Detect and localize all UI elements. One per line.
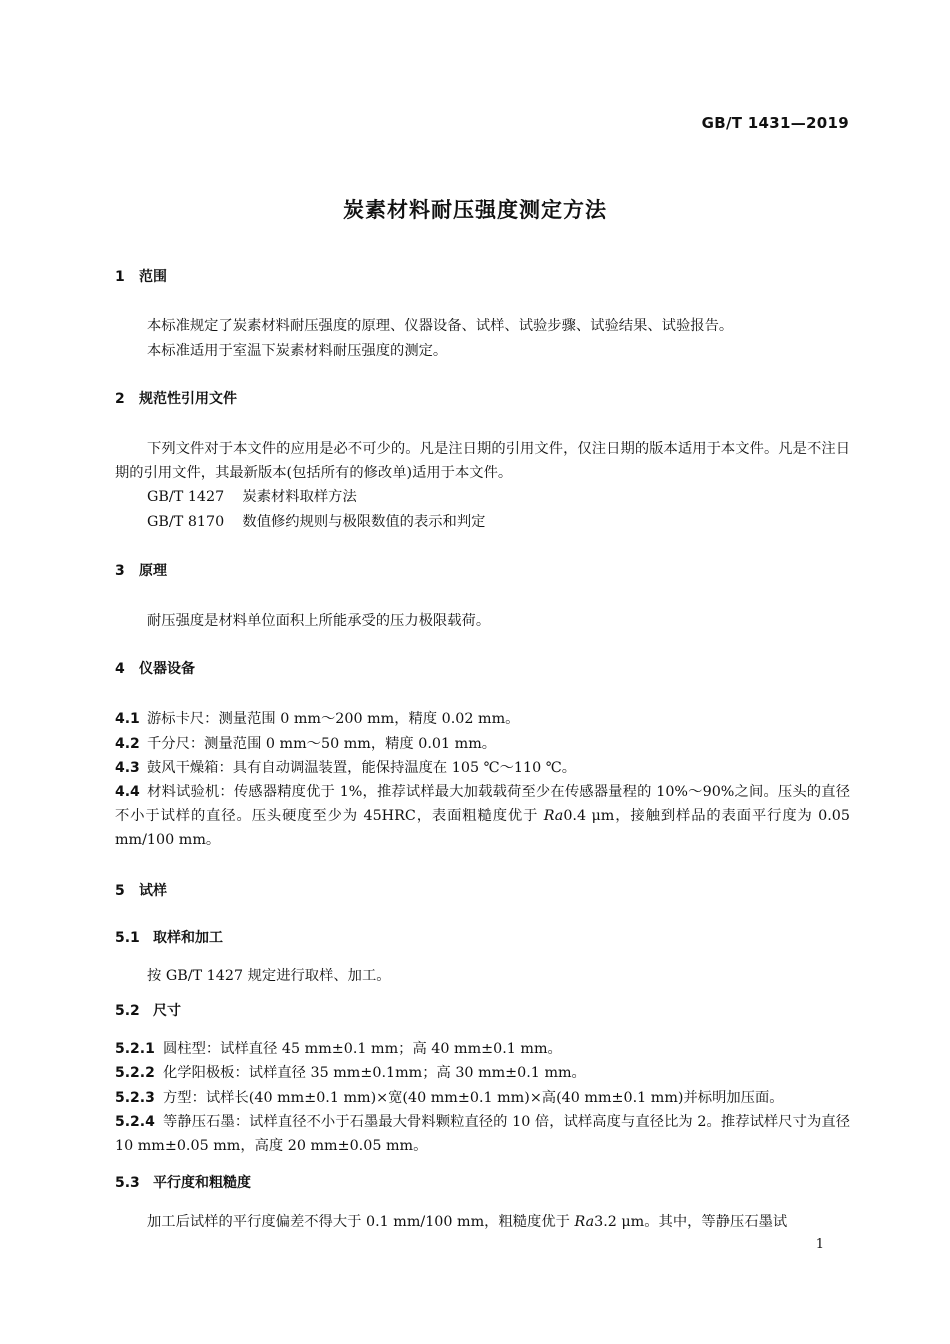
page-number: 1 (815, 1237, 824, 1252)
section-title: 原理 (139, 563, 167, 579)
clause-text: 等静压石墨：试样直径不小于石墨最大骨料颗粒直径的 10 倍，试样高度与直径比为 2。推荐试样尺寸为直径 10 mm±0.05 mm，高度 20 mm±0.05 mm。 (115, 1114, 850, 1154)
reference-title: 数值修约规则与极限数值的表示和判定 (242, 514, 486, 530)
section-number: 3 (115, 563, 125, 579)
clause-number: 5.2.3 (115, 1090, 155, 1106)
clause-text: 0.4 μm，接触到样品的表面平行度为 0.05 mm/100 mm。 (115, 808, 850, 848)
clause-number: 4.1 (115, 711, 140, 727)
reference-code: GB/T 8170 (147, 514, 225, 530)
roughness-symbol: Ra (574, 1214, 595, 1230)
reference-item (115, 510, 850, 534)
paragraph: 本标准适用于室温下炭素材料耐压强度的测定。 (147, 343, 448, 359)
standard-code: GB/T 1431—2019 (701, 114, 849, 132)
section-number: 5 (115, 883, 125, 899)
clause-5-2-3 (115, 1086, 850, 1110)
clause-number: 5.2.1 (115, 1041, 155, 1057)
paragraph: 耐压强度是材料单位面积上所能承受的压力极限载荷。 (147, 613, 491, 629)
page-title: 炭素材料耐压强度测定方法 (343, 198, 607, 222)
paragraph: 按 GB/T 1427 规定进行取样、加工。 (147, 968, 391, 984)
clause-5-2-2 (115, 1061, 850, 1085)
clause-number: 4.4 (115, 784, 140, 800)
section-title: 范围 (139, 269, 167, 285)
section-number: 4 (115, 661, 125, 677)
clause-5-2-4 (115, 1110, 850, 1158)
section-number: 5.2 (115, 1003, 140, 1019)
clause-text: 游标卡尺：测量范围 0 mm～200 mm，精度 0.02 mm。 (147, 711, 520, 727)
section-heading-4 (115, 658, 195, 680)
clause-number: 4.3 (115, 760, 140, 776)
section-title: 试样 (139, 883, 167, 899)
clause-number: 5.2.2 (115, 1065, 155, 1081)
clause-text: 方型：试样长(40 mm±0.1 mm)×宽(40 mm±0.1 mm)×高(40 mm±0.1 mm)并标明加压面。 (163, 1090, 784, 1106)
clause-text: 化学阳极板：试样直径 35 mm±0.1mm；高 30 mm±0.1 mm。 (163, 1065, 586, 1081)
section-title: 仪器设备 (139, 661, 195, 677)
paragraph (115, 1210, 850, 1234)
section-heading-1 (115, 266, 167, 288)
section-title: 取样和加工 (153, 930, 223, 946)
reference-code: GB/T 1427 (147, 489, 225, 505)
clause-5-2-1 (115, 1037, 850, 1061)
section-heading-5 (115, 880, 167, 902)
subsection-heading-5-2 (115, 1000, 181, 1022)
section-title: 平行度和粗糙度 (153, 1175, 251, 1191)
clause-number: 5.2.4 (115, 1114, 155, 1130)
paragraph: 本标准规定了炭素材料耐压强度的原理、仪器设备、试样、试验步骤、试验结果、试验报告。 (147, 318, 734, 334)
reference-item (115, 485, 850, 509)
clause-text: 千分尺：测量范围 0 mm～50 mm，精度 0.01 mm。 (147, 736, 497, 752)
section-number: 5.3 (115, 1175, 140, 1191)
subsection-heading-5-3 (115, 1172, 251, 1194)
section-number: 2 (115, 391, 125, 407)
paragraph-text: 加工后试样的平行度偏差不得大于 0.1 mm/100 mm，粗糙度优于 (147, 1214, 575, 1230)
clause-4-3 (115, 756, 850, 780)
clause-number: 4.2 (115, 736, 140, 752)
section-heading-3 (115, 560, 167, 582)
roughness-symbol: Ra (543, 808, 564, 824)
clause-4-4 (115, 780, 850, 852)
section-heading-2 (115, 388, 237, 410)
clause-text: 圆柱型：试样直径 45 mm±0.1 mm；高 40 mm±0.1 mm。 (163, 1041, 562, 1057)
section-number: 5.1 (115, 930, 140, 946)
clause-4-2 (115, 732, 850, 756)
section-title: 规范性引用文件 (139, 391, 237, 407)
section-number: 1 (115, 269, 125, 285)
paragraph-text: 3.2 μm。其中，等静压石墨试 (594, 1214, 788, 1230)
clause-4-1 (115, 707, 850, 731)
clause-text: 材料试验机：传感器精度优于 1%，推荐试样最大加载载荷至少在传感器量程的 10%～90%之间。压头的直径不小于试样的直径。压头硬度至少为 45HRC，表面粗糙度优于 (115, 784, 850, 824)
paragraph: 下列文件对于本文件的应用是必不可少的。凡是注日期的引用文件，仅注日期的版本适用于本文件。凡是不注日期的引用文件，其最新版本(包括所有的修改单)适用于本文件。 (115, 441, 850, 481)
clause-text: 鼓风干燥箱：具有自动调温装置，能保持温度在 105 ℃～110 ℃。 (147, 760, 577, 776)
subsection-heading-5-1 (115, 927, 223, 949)
reference-title: 炭素材料取样方法 (242, 489, 357, 505)
section-title: 尺寸 (153, 1003, 181, 1019)
